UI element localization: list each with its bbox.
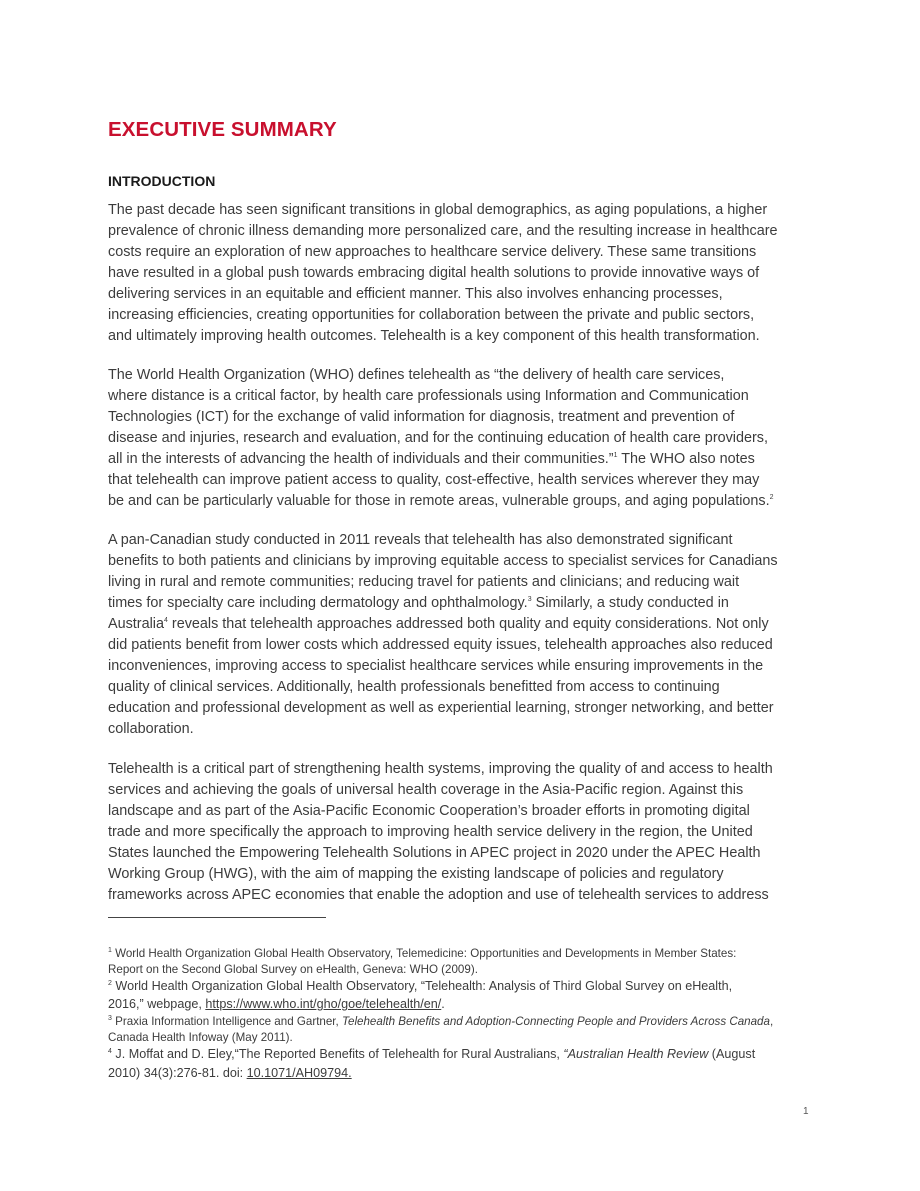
text-segment: World Health Organization Global Health Observatory, “Telehealth: Analysis of Third Global Survey on eHealth, [111, 979, 733, 993]
text-line: have resulted in a global push towards embracing digital health solutions to provide innovative ways of [108, 265, 760, 281]
text-line: living in rural and remote communities; reducing travel for patients and clinicians; and reducing wait [108, 574, 740, 590]
footnote-link[interactable]: https://www.who.int/gho/goe/telehealth/en/ [205, 997, 442, 1011]
text-line: education and professional development as well as experiential learning, stronger networking, and better [108, 700, 774, 716]
paragraph-4 [108, 759, 816, 906]
text-segment: (August [708, 1047, 756, 1061]
footnote-number: 1 [108, 947, 112, 954]
text-line: delivering services in an equitable and efficient manner. This also involves enhancing processes, [108, 286, 723, 302]
text-line: Telehealth is a critical part of strengthening health systems, improving the quality of and access to health [108, 761, 773, 777]
text-line: where distance is a critical factor, by health care professionals using Information and Communication [108, 388, 749, 404]
text-line: collaboration. [108, 721, 194, 737]
text-line: Canada Health Infoway (May 2011). [108, 1030, 293, 1044]
text-line: that telehealth can improve patient access to quality, cost-effective, health services wherever they may [108, 472, 760, 488]
text-line: costs require an exploration of new approaches to healthcare service delivery. These same transitions [108, 244, 757, 260]
text-segment: . [441, 997, 445, 1011]
text-line [108, 449, 816, 470]
text-line: did patients benefit from lower costs which addressed equity issues, telehealth approaches also reduced [108, 637, 773, 653]
footnote-divider [108, 917, 326, 918]
footnote-1 [108, 946, 816, 977]
section-heading: INTRODUCTION [108, 173, 216, 189]
footnote-ref-4[interactable]: 4 [164, 617, 168, 624]
text-segment: J. Moffat and D. Eley,“The Reported Benefits of Telehealth for Rural Australians, [111, 1047, 564, 1061]
text-segment: times for specialty care including dermatology and ophthalmology. [108, 595, 528, 611]
text-line [108, 1064, 816, 1083]
text-line: Working Group (HWG), with the aim of mapping the existing landscape of policies and regulatory [108, 866, 724, 882]
paragraph-2 [108, 365, 816, 512]
text-line [108, 491, 816, 512]
text-line: States launched the Empowering Telehealth Solutions in APEC project in 2020 under the APEC Health [108, 845, 761, 861]
text-segment: reveals that telehealth approaches addressed both quality and equity considerations. Not only [167, 616, 769, 632]
text-segment: all in the interests of advancing the health of individuals and their communities.” [108, 451, 614, 467]
text-line: and ultimately improving health outcomes. Telehealth is a key component of this health transformation. [108, 328, 760, 344]
text-segment: “Australian Health Review [563, 1047, 709, 1061]
text-segment: World Health Organization Global Health Observatory, Telemedicine: Opportunities and Developments in Member States: [111, 947, 737, 960]
text-line: frameworks across APEC economies that enable the adoption and use of telehealth services to address [108, 887, 769, 903]
page-title: EXECUTIVE SUMMARY [108, 118, 337, 141]
footnote-number: 3 [108, 1015, 112, 1022]
text-segment: The WHO also notes [617, 451, 755, 467]
text-line: quality of clinical services. Additionally, health professionals benefitted from access to continuing [108, 679, 720, 695]
text-line: services and achieving the goals of universal health coverage in the Asia-Pacific region. Against this [108, 782, 744, 798]
text-line: benefits to both patients and clinicians by improving equitable access to specialist services for Canadians [108, 553, 778, 569]
footnote-2 [108, 978, 816, 1014]
text-line: landscape and as part of the Asia-Pacific Economic Cooperation’s broader efforts in promoting digital [108, 803, 750, 819]
text-line: The past decade has seen significant transitions in global demographics, as aging populations, a higher [108, 202, 768, 218]
text-segment: 2010) 34(3):276-81. doi: [108, 1066, 247, 1080]
paragraph-3 [108, 530, 816, 740]
footnote-number: 2 [108, 980, 112, 987]
page-number: 1 [803, 1106, 809, 1117]
footnote-3 [108, 1014, 816, 1045]
footnote-number: 4 [108, 1048, 112, 1055]
text-segment: Praxia Information Intelligence and Gartner, [111, 1015, 342, 1028]
text-segment: , [769, 1015, 774, 1028]
text-segment: 2016,” webpage, [108, 997, 206, 1011]
text-line: Report on the Second Global Survey on eHealth, Geneva: WHO (2009). [108, 962, 478, 976]
paragraph-1 [108, 200, 816, 347]
text-line [108, 995, 816, 1014]
text-line: The World Health Organization (WHO) defines telehealth as “the delivery of health care services, [108, 367, 725, 383]
text-line [108, 1014, 816, 1030]
text-segment: Australia [108, 616, 164, 632]
text-segment: be and can be particularly valuable for those in remote areas, vulnerable groups, and aging populations. [108, 493, 770, 509]
text-line [108, 946, 816, 962]
text-line: Technologies (ICT) for the exchange of valid information for diagnosis, treatment and prevention of [108, 409, 735, 425]
text-line: inconveniences, improving access to specialist healthcare services while ensuring improvements in the [108, 658, 764, 674]
text-line: increasing efficiencies, creating opportunities for collaboration between the private and public sectors, [108, 307, 755, 323]
text-segment: Telehealth Benefits and Adoption-Connecting People and Providers Across Canada [341, 1015, 770, 1028]
text-segment: Similarly, a study conducted in [531, 595, 729, 611]
text-line: A pan-Canadian study conducted in 2011 reveals that telehealth has also demonstrated significant [108, 532, 733, 548]
text-line: prevalence of chronic illness demanding more personalized care, and the resulting increase in healthcare [108, 223, 778, 239]
text-line [108, 1045, 816, 1064]
text-line: trade and more specifically the approach to improving health service delivery in the region, the United [108, 824, 753, 840]
text-line [108, 978, 816, 995]
doi-link[interactable]: 10.1071/AH09794. [246, 1066, 352, 1080]
footnote-ref-3[interactable]: 3 [527, 596, 532, 603]
text-line [108, 593, 816, 614]
text-line [108, 614, 816, 635]
footnote-4 [108, 1045, 816, 1083]
footnote-ref-1[interactable]: 1 [613, 452, 618, 459]
text-line: disease and injuries, research and evaluation, and for the continuing education of health care providers, [108, 430, 768, 446]
footnote-ref-2[interactable]: 2 [769, 494, 774, 501]
